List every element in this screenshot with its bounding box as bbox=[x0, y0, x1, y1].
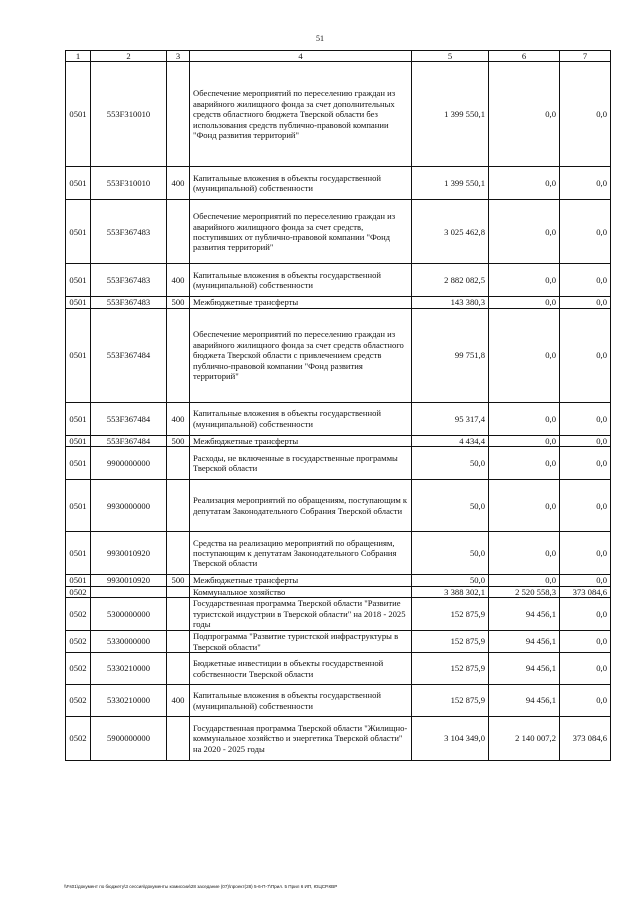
section-code-cell: 0502 bbox=[66, 653, 91, 685]
section-code-cell: 0501 bbox=[66, 297, 91, 308]
description-cell: Подпрограмма "Развитие туристской инфраструктуры в Тверской области" bbox=[190, 631, 412, 653]
amount-2025-cell: 0,0 bbox=[560, 685, 611, 717]
amount-2023-cell: 152 875,9 bbox=[412, 653, 489, 685]
amount-2023-cell: 143 380,3 bbox=[412, 297, 489, 308]
target-code-cell: 5300000000 bbox=[91, 598, 167, 631]
table-row bbox=[66, 586, 611, 597]
section-code-cell: 0501 bbox=[66, 308, 91, 402]
column-header: 5 bbox=[412, 51, 489, 62]
target-code-cell: 9900000000 bbox=[91, 447, 167, 480]
expense-type-code-cell bbox=[167, 532, 190, 575]
amount-2025-cell: 0,0 bbox=[560, 402, 611, 435]
description-cell: Межбюджетные трансферты bbox=[190, 575, 412, 586]
amount-2025-cell: 0,0 bbox=[560, 167, 611, 200]
amount-2025-cell: 0,0 bbox=[560, 631, 611, 653]
description-cell: Бюджетные инвестиции в объекты государственной собственности Тверской области bbox=[190, 653, 412, 685]
description-cell: Капитальные вложения в объекты государственной (муниципальной) собственности bbox=[190, 167, 412, 200]
target-code-cell bbox=[91, 586, 167, 597]
description-cell: Государственная программа Тверской области "Жилищно-коммунальное хозяйство и энергетика Тверской области" на 2020 - 2025 годы bbox=[190, 717, 412, 761]
amount-2024-cell: 94 456,1 bbox=[489, 685, 560, 717]
section-code-cell: 0501 bbox=[66, 402, 91, 435]
amount-2025-cell: 373 084,6 bbox=[560, 586, 611, 597]
description-cell: Капитальные вложения в объекты государственной (муниципальной) собственности bbox=[190, 685, 412, 717]
section-code-cell: 0501 bbox=[66, 480, 91, 532]
expense-type-code-cell: 500 bbox=[167, 575, 190, 586]
amount-2025-cell: 0,0 bbox=[560, 532, 611, 575]
budget-table bbox=[65, 50, 611, 761]
expense-type-code-cell bbox=[167, 653, 190, 685]
target-code-cell: 9930010920 bbox=[91, 575, 167, 586]
amount-2023-cell: 152 875,9 bbox=[412, 631, 489, 653]
amount-2023-cell: 1 399 550,1 bbox=[412, 167, 489, 200]
expense-type-code-cell bbox=[167, 598, 190, 631]
table-row bbox=[66, 308, 611, 402]
table-row bbox=[66, 480, 611, 532]
table-row bbox=[66, 167, 611, 200]
target-code-cell: 553F367484 bbox=[91, 435, 167, 446]
amount-2023-cell: 3 025 462,8 bbox=[412, 200, 489, 264]
section-code-cell: 0502 bbox=[66, 598, 91, 631]
amount-2024-cell: 0,0 bbox=[489, 264, 560, 297]
amount-2023-cell: 4 434,4 bbox=[412, 435, 489, 446]
amount-2024-cell: 0,0 bbox=[489, 200, 560, 264]
section-code-cell: 0501 bbox=[66, 264, 91, 297]
amount-2024-cell: 94 456,1 bbox=[489, 653, 560, 685]
amount-2024-cell: 2 140 007,2 bbox=[489, 717, 560, 761]
amount-2024-cell: 2 520 558,3 bbox=[489, 586, 560, 597]
description-cell: Средства на реализацию мероприятий по обращениям, поступающим к депутатам Законодательного Собрания Тверской области bbox=[190, 532, 412, 575]
expense-type-code-cell bbox=[167, 586, 190, 597]
table-row bbox=[66, 598, 611, 631]
target-code-cell: 5330210000 bbox=[91, 685, 167, 717]
target-code-cell: 5330000000 bbox=[91, 631, 167, 653]
section-code-cell: 0502 bbox=[66, 717, 91, 761]
amount-2023-cell: 50,0 bbox=[412, 480, 489, 532]
amount-2024-cell: 0,0 bbox=[489, 435, 560, 446]
amount-2025-cell: 0,0 bbox=[560, 447, 611, 480]
target-code-cell: 9930010920 bbox=[91, 532, 167, 575]
table-row bbox=[66, 62, 611, 167]
target-code-cell: 5330210000 bbox=[91, 653, 167, 685]
table-row bbox=[66, 653, 611, 685]
description-cell: Капитальные вложения в объекты государственной (муниципальной) собственности bbox=[190, 402, 412, 435]
amount-2023-cell: 2 882 082,5 bbox=[412, 264, 489, 297]
table-row bbox=[66, 447, 611, 480]
amount-2023-cell: 50,0 bbox=[412, 532, 489, 575]
section-code-cell: 0501 bbox=[66, 200, 91, 264]
expense-type-code-cell bbox=[167, 631, 190, 653]
section-code-cell: 0502 bbox=[66, 685, 91, 717]
page-number: 51 bbox=[316, 34, 324, 43]
table-row bbox=[66, 200, 611, 264]
column-header: 6 bbox=[489, 51, 560, 62]
section-code-cell: 0501 bbox=[66, 435, 91, 446]
amount-2023-cell: 3 388 302,1 bbox=[412, 586, 489, 597]
amount-2025-cell: 0,0 bbox=[560, 200, 611, 264]
expense-type-code-cell bbox=[167, 717, 190, 761]
section-code-cell: 0501 bbox=[66, 575, 91, 586]
target-code-cell: 5900000000 bbox=[91, 717, 167, 761]
expense-type-code-cell: 400 bbox=[167, 402, 190, 435]
expense-type-code-cell: 400 bbox=[167, 685, 190, 717]
amount-2024-cell: 0,0 bbox=[489, 447, 560, 480]
amount-2023-cell: 50,0 bbox=[412, 447, 489, 480]
amount-2025-cell: 0,0 bbox=[560, 297, 611, 308]
amount-2025-cell: 0,0 bbox=[560, 264, 611, 297]
description-cell: Государственная программа Тверской области "Развитие туристской индустрии в Тверской области" на 2018 - 2025 годы bbox=[190, 598, 412, 631]
amount-2024-cell: 94 456,1 bbox=[489, 598, 560, 631]
column-header: 4 bbox=[190, 51, 412, 62]
amount-2023-cell: 152 875,9 bbox=[412, 598, 489, 631]
target-code-cell: 553F367483 bbox=[91, 297, 167, 308]
section-code-cell: 0502 bbox=[66, 586, 91, 597]
target-code-cell: 553F310010 bbox=[91, 62, 167, 167]
description-cell: Обеспечение мероприятий по переселению граждан из аварийного жилищного фонда за счет дополнительных средств областного бюджета Тверской области без использования средств публично-правовой компании "Фонд развития территорий" bbox=[190, 62, 412, 167]
table-body bbox=[66, 62, 611, 761]
expense-type-code-cell bbox=[167, 480, 190, 532]
amount-2025-cell: 0,0 bbox=[560, 435, 611, 446]
table-row bbox=[66, 685, 611, 717]
amount-2024-cell: 0,0 bbox=[489, 308, 560, 402]
table-row bbox=[66, 532, 611, 575]
amount-2024-cell: 0,0 bbox=[489, 532, 560, 575]
target-code-cell: 553F367484 bbox=[91, 308, 167, 402]
expense-type-code-cell bbox=[167, 62, 190, 167]
footer-file-path: \\Fs01\документ по бюджету\3 сессия\документы комиссии\28 заседание (07)\проект(28) 5-6-П-7\Прил. 5 Прил 6 ИП, ЮЦСР.КВР bbox=[64, 884, 338, 889]
description-cell: Обеспечение мероприятий по переселению граждан из аварийного жилищного фонда за счет средств областного бюджета Тверской области с привлечением средств публично-правовой компании "Фонд развития территорий" bbox=[190, 308, 412, 402]
amount-2025-cell: 373 084,6 bbox=[560, 717, 611, 761]
amount-2024-cell: 0,0 bbox=[489, 480, 560, 532]
target-code-cell: 553F367483 bbox=[91, 264, 167, 297]
table-row bbox=[66, 717, 611, 761]
amount-2025-cell: 0,0 bbox=[560, 62, 611, 167]
expense-type-code-cell bbox=[167, 308, 190, 402]
amount-2023-cell: 3 104 349,0 bbox=[412, 717, 489, 761]
table-row bbox=[66, 631, 611, 653]
amount-2025-cell: 0,0 bbox=[560, 653, 611, 685]
target-code-cell: 553F367484 bbox=[91, 402, 167, 435]
amount-2025-cell: 0,0 bbox=[560, 598, 611, 631]
amount-2024-cell: 0,0 bbox=[489, 167, 560, 200]
amount-2024-cell: 94 456,1 bbox=[489, 631, 560, 653]
description-cell: Обеспечение мероприятий по переселению граждан из аварийного жилищного фонда за счет средств, поступивших от публично-правовой компании "Фонд развития территорий" bbox=[190, 200, 412, 264]
column-header: 7 bbox=[560, 51, 611, 62]
section-code-cell: 0501 bbox=[66, 532, 91, 575]
column-number-row bbox=[66, 51, 611, 62]
amount-2025-cell: 0,0 bbox=[560, 575, 611, 586]
expense-type-code-cell: 500 bbox=[167, 435, 190, 446]
section-code-cell: 0501 bbox=[66, 447, 91, 480]
section-code-cell: 0501 bbox=[66, 167, 91, 200]
description-cell: Межбюджетные трансферты bbox=[190, 435, 412, 446]
amount-2023-cell: 152 875,9 bbox=[412, 685, 489, 717]
amount-2023-cell: 99 751,8 bbox=[412, 308, 489, 402]
section-code-cell: 0501 bbox=[66, 62, 91, 167]
section-code-cell: 0502 bbox=[66, 631, 91, 653]
description-cell: Капитальные вложения в объекты государственной (муниципальной) собственности bbox=[190, 264, 412, 297]
target-code-cell: 553F310010 bbox=[91, 167, 167, 200]
amount-2023-cell: 1 399 550,1 bbox=[412, 62, 489, 167]
column-header: 1 bbox=[66, 51, 91, 62]
table-row bbox=[66, 575, 611, 586]
amount-2023-cell: 95 317,4 bbox=[412, 402, 489, 435]
description-cell: Реализация мероприятий по обращениям, поступающим к депутатам Законодательного Собрания Тверской области bbox=[190, 480, 412, 532]
column-header: 3 bbox=[167, 51, 190, 62]
amount-2025-cell: 0,0 bbox=[560, 480, 611, 532]
expense-type-code-cell: 400 bbox=[167, 264, 190, 297]
expense-type-code-cell bbox=[167, 200, 190, 264]
column-header: 2 bbox=[91, 51, 167, 62]
description-cell: Коммунальное хозяйство bbox=[190, 586, 412, 597]
table-row bbox=[66, 402, 611, 435]
amount-2025-cell: 0,0 bbox=[560, 308, 611, 402]
amount-2024-cell: 0,0 bbox=[489, 62, 560, 167]
amount-2024-cell: 0,0 bbox=[489, 297, 560, 308]
amount-2024-cell: 0,0 bbox=[489, 575, 560, 586]
table-row bbox=[66, 435, 611, 446]
amount-2023-cell: 50,0 bbox=[412, 575, 489, 586]
expense-type-code-cell: 500 bbox=[167, 297, 190, 308]
description-cell: Расходы, не включенные в государственные программы Тверской области bbox=[190, 447, 412, 480]
amount-2024-cell: 0,0 bbox=[489, 402, 560, 435]
table-row bbox=[66, 264, 611, 297]
target-code-cell: 9930000000 bbox=[91, 480, 167, 532]
expense-type-code-cell: 400 bbox=[167, 167, 190, 200]
target-code-cell: 553F367483 bbox=[91, 200, 167, 264]
description-cell: Межбюджетные трансферты bbox=[190, 297, 412, 308]
expense-type-code-cell bbox=[167, 447, 190, 480]
table-row bbox=[66, 297, 611, 308]
